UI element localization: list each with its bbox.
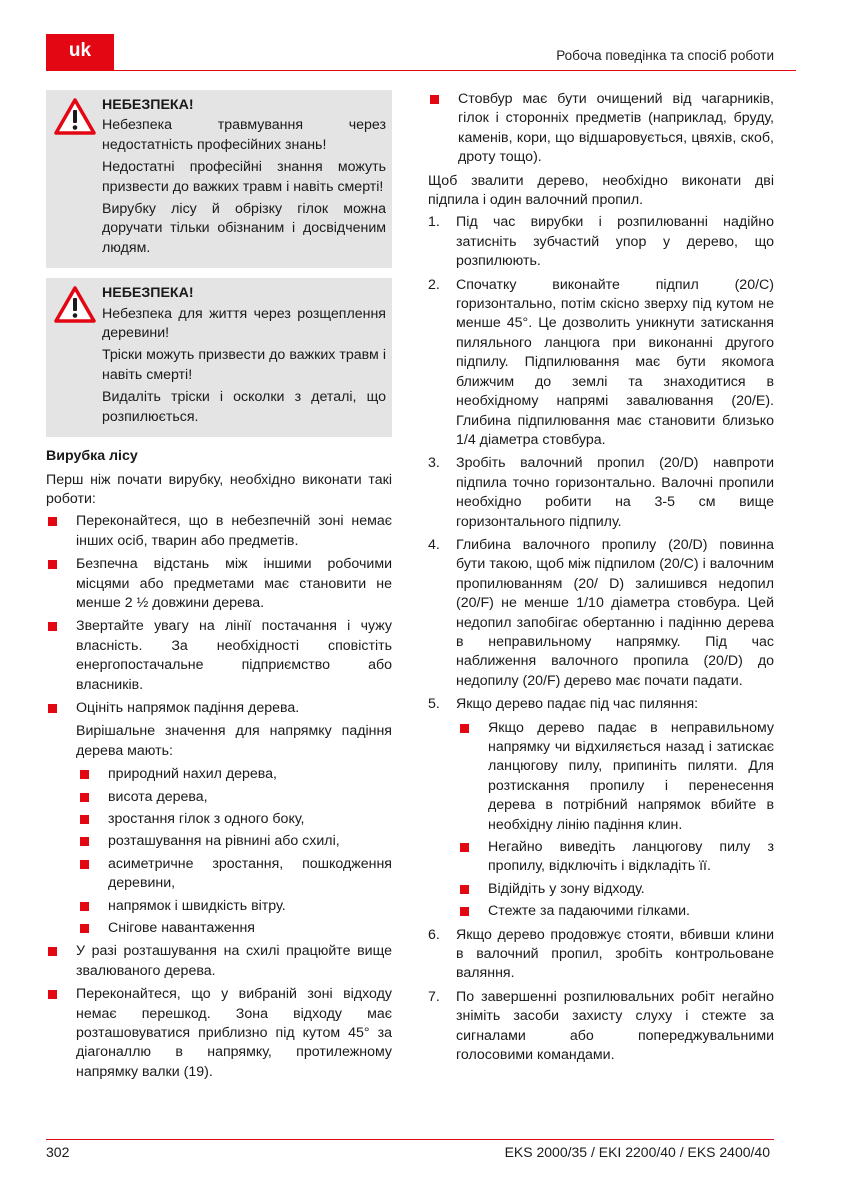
bullet-square-icon [80, 793, 89, 802]
list-item: Снігове навантаження [76, 919, 392, 938]
prep-list-continued [428, 90, 774, 168]
direction-note: Вирішальне значення для напрямку падіння дерева мають: [76, 723, 392, 759]
danger-box [46, 278, 392, 437]
list-item: Звертайте увагу на лінії постачання і чужу власність. За необхідності сповістіть енергопостачальне підприємство або власників. [46, 617, 392, 695]
bullet-square-icon [80, 860, 89, 869]
danger-text: Небезпека травмування через недостатність професійних знань! [102, 117, 386, 153]
cut-intro: Щоб звалити дерево, необхідно виконати дві підпила і один валочний пропил. [428, 172, 774, 209]
warning-triangle-icon [54, 98, 96, 136]
list-item: У разі розташування на схилі працюйте вище звалюваного дерева. [46, 942, 392, 981]
bullet-square-icon [460, 907, 469, 916]
danger-title: НЕБЕЗПЕКА! [102, 97, 194, 113]
step-item: 6. Якщо дерево продовжує стояти, вбивши клини в валочний пропил, зробіть контрольоване валяння. [428, 926, 774, 982]
bullet-square-icon [48, 517, 57, 526]
page-number: 302 [46, 1144, 70, 1160]
list-item: Якщо дерево падає в неправильному напрямку чи відхиляється назад і затискає ланцюгову пилу, припиніть пиляти. Для розтискання пропилу і перенесення дерева в потрібний напрямок вбийте в необхідну лінію падіння клин. [456, 719, 774, 835]
danger-text: Недостатні професійні знання можуть призвести до важких травм і навіть смерті! [102, 159, 386, 195]
bullet-square-icon [48, 704, 57, 713]
list-item: Негайно виведіть ланцюгову пилу з пропилу, відключіть і відкладіть її. [456, 838, 774, 877]
step-item: 5. Якщо дерево падає під час пиляння: Якщо дерево падає в неправильному напрямку чи відхиляється назад і затискає ланцюгову пилу, припиніть пиляти. Для розтискання пропилу і перенесення дерева в потрібний напрямок вбийте в необхідну лінію падіння клин. Негайно виведіть ланцюгову пилу з пропилу, відключіть і відкладіть її. Відійдіть у зону відходу. Стежте за падаючими гілками. [428, 695, 774, 921]
danger-title: НЕБЕЗПЕКА! [102, 285, 194, 302]
list-item: напрямок і швидкість вітру. [76, 897, 392, 916]
bullet-square-icon [80, 815, 89, 824]
danger-box [46, 90, 392, 268]
bullet-square-icon [48, 560, 57, 569]
section-heading: Вирубка лісу [46, 448, 138, 465]
bullet-square-icon [80, 924, 89, 933]
list-item: асиметричне зростання, пошкодження деревини, [76, 855, 392, 894]
list-item: Безпечна відстань між іншими робочими місцями або предметами має становити не менше 2 ½ довжини дерева. [46, 555, 392, 613]
list-item: Стовбур має бути очищений від чагарників, гілок і сторонніх предметів (наприклад, бруду, каменів, кори, що відшаровується, цвяхів, скоб, дроту тощо). [428, 90, 774, 168]
model-names: EKS 2000/35 / EKI 2200/40 / EKS 2400/40 [504, 1144, 770, 1160]
list-item: Переконайтеся, що в небезпечній зоні немає інших осіб, тварин або предметів. [46, 512, 392, 551]
danger-text: Вирубку лісу й обрізку гілок можна доручати тільки обізнаним і досвідченим людям. [102, 201, 386, 256]
section-intro: Перш ніж почати вирубку, необхідно виконати такі роботи: [46, 471, 392, 507]
fall-action-list [456, 719, 774, 922]
list-item: Стежте за падаючими гілками. [456, 902, 774, 921]
list-item: природний нахил дерева, [76, 765, 392, 784]
danger-text: Небезпека для життя через розщеплення деревини! [102, 305, 386, 342]
felling-steps [428, 213, 774, 1065]
bullet-square-icon [460, 885, 469, 894]
left-column [46, 90, 392, 1086]
bullet-square-icon [80, 837, 89, 846]
list-item: зростання гілок з одного боку, [76, 810, 392, 829]
bullet-square-icon [48, 622, 57, 631]
step-item: 3. Зробіть валочний пропил (20/D) навпроти підпила точно горизонтально. Валочні пропили необхідно робити на 3-5 см вище горизонтального підпилу. [428, 455, 774, 530]
prep-list [46, 512, 392, 1082]
chapter-title: Робоча поведінка та спосіб роботи [556, 48, 774, 63]
list-item: розташування на рівнині або схилі, [76, 832, 392, 851]
step-item: 1. Під час вирубки і розпилюванні надійно затисніть зубчастий упор у дерево, що розпилюють. [428, 214, 774, 270]
bullet-square-icon [430, 95, 439, 104]
footer-divider [46, 1139, 774, 1140]
warning-triangle-icon [54, 286, 96, 324]
bullet-square-icon [460, 724, 469, 733]
step-item: 2. Спочатку виконайте підпил (20/C) горизонтально, потім скісно зверху під кутом не менше 45°. Це дозволить уникнути затискання пиляльного ланцюга при виконанні другого підпилу. Підпилювання має бути якомога ближчим до землі та знаходитися в необхідному напрямі завалювання (20/E). Глибина підпилювання має становити близько 1/4 діаметра стовбура. [428, 276, 774, 448]
bullet-square-icon [80, 770, 89, 779]
list-item: Відійдіть у зону відходу. [456, 880, 774, 899]
step-item: 7. По завершенні розпилювальних робіт негайно зніміть засоби захисту слуху і стежте за сигналами або попереджувальними голосовими командами. [428, 988, 774, 1064]
danger-text: Видаліть тріски і осколки з деталі, що розпилюється. [102, 389, 386, 425]
bullet-square-icon [460, 843, 469, 852]
list-item: Оцініть напрямок падіння дерева. Вирішальне значення для напрямку падіння дерева мають: природний нахил дерева, висота дерева, зростання гілок з одного боку, розташування на рівнині або схилі, асиметричне зростання, пошкодження деревини, напрямок і швидкість вітру. Снігове навантаження [46, 699, 392, 938]
step-item: 4. Глибина валочного пропилу (20/D) повинна бути такою, щоб між підпилом (20/C) і валочним пропилюванням (20/ D) залишився недопил (20/F) не менше 1/10 діаметра стовбура. Цей недопил запобігає обертанню і падінню дерева в неправильному напрямку. Під час наближення валочного пропила (20/D) до недопилу (20/F) дерево має почати падати. [428, 536, 774, 689]
factor-list [46, 765, 392, 938]
list-item: Переконайтеся, що у вибраній зоні відходу немає перешкод. Зона відходу має розташовуватися приблизно під кутом 45° за діагоналлю в напрямку, протилежному напрямку валки (19). [46, 985, 392, 1082]
bullet-square-icon [48, 990, 57, 999]
header-divider [46, 70, 796, 71]
list-item: висота дерева, [76, 788, 392, 807]
bullet-square-icon [48, 947, 57, 956]
right-column [428, 90, 774, 1070]
language-tab: uk [46, 34, 114, 70]
bullet-square-icon [80, 902, 89, 911]
danger-text: Тріски можуть призвести до важких травм і навіть смерті! [102, 347, 386, 383]
